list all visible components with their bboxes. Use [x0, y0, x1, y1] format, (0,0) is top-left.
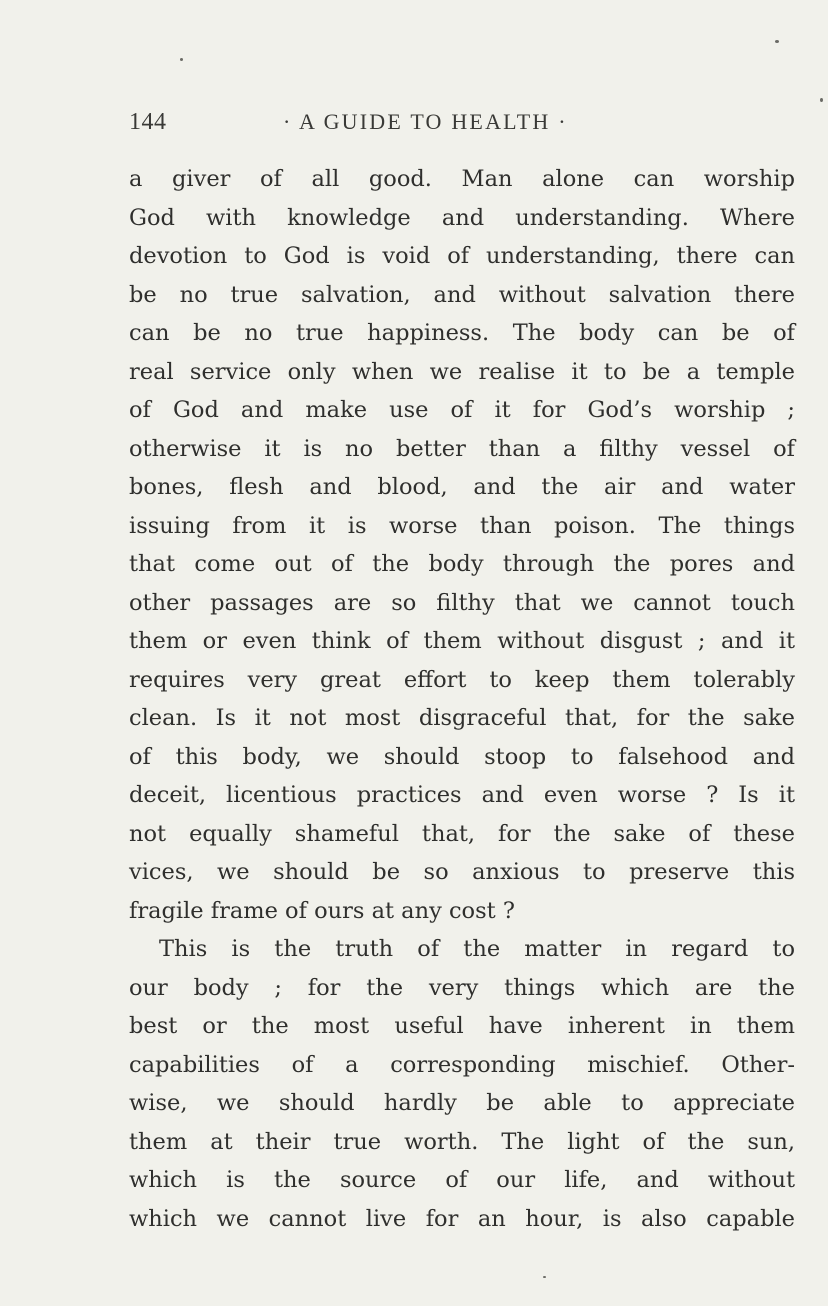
text-line: wise, we should hardly be able to appreciate — [129, 1090, 795, 1116]
paper-speck — [180, 58, 183, 61]
text-line: fragile frame of ours at any cost ? — [129, 897, 515, 924]
text-line: not equally shameful that, for the sake of these — [129, 820, 795, 847]
text-line: issuing from it is worse than poison. The things — [129, 512, 795, 539]
body-text — [129, 160, 795, 1238]
text-line: God with knowledge and understanding. Where — [129, 204, 795, 231]
text-line: which is the source of our life, and without — [129, 1167, 795, 1193]
text-line: bones, flesh and blood, and the air and water — [129, 474, 795, 500]
text-line: our body ; for the very things which are the — [129, 974, 795, 1001]
paper-speck — [775, 40, 779, 43]
paper-speck — [543, 1276, 546, 1278]
text-line: devotion to God is void of understanding, there can — [129, 243, 795, 269]
text-line: them or even think of them without disgust ; and it — [129, 628, 795, 654]
paragraph-1 — [129, 160, 795, 930]
running-title: · A GUIDE TO HEALTH · — [283, 109, 568, 134]
text-line: vices, we should be so anxious to preserve this — [129, 859, 795, 885]
text-line: deceit, licentious practices and even worse ? Is it — [129, 782, 795, 808]
page-number: 144 — [129, 109, 167, 135]
paper-speck — [820, 98, 823, 102]
text-line: other passages are so filthy that we cannot touch — [129, 589, 795, 616]
text-line: otherwise it is no better than a filthy vessel of — [129, 435, 795, 462]
text-line: This is the truth of the matter in regard to — [159, 936, 795, 962]
text-line: a giver of all good. Man alone can worship — [129, 166, 795, 192]
text-line: of God and make use of it for God’s worship ; — [129, 397, 795, 423]
text-line: best or the most useful have inherent in them — [129, 1013, 795, 1039]
text-line: be no true salvation, and without salvation there — [129, 281, 795, 308]
text-line: that come out of the body through the pores and — [129, 551, 795, 577]
text-line: which we cannot live for an hour, is also capable — [129, 1205, 795, 1232]
text-line: capabilities of a corresponding mischief. Other- — [129, 1051, 795, 1078]
text-line: can be no true happiness. The body can be of — [129, 320, 795, 346]
text-line: requires very great effort to keep them tolerably — [129, 666, 795, 693]
text-line: clean. Is it not most disgraceful that, for the sake — [129, 705, 795, 731]
text-line: real service only when we realise it to be a temple — [129, 358, 795, 385]
paragraph-2 — [129, 930, 795, 1238]
page-header — [129, 107, 799, 143]
text-line: of this body, we should stoop to falsehood and — [129, 743, 795, 770]
text-line: them at their true worth. The light of the sun, — [129, 1128, 795, 1155]
